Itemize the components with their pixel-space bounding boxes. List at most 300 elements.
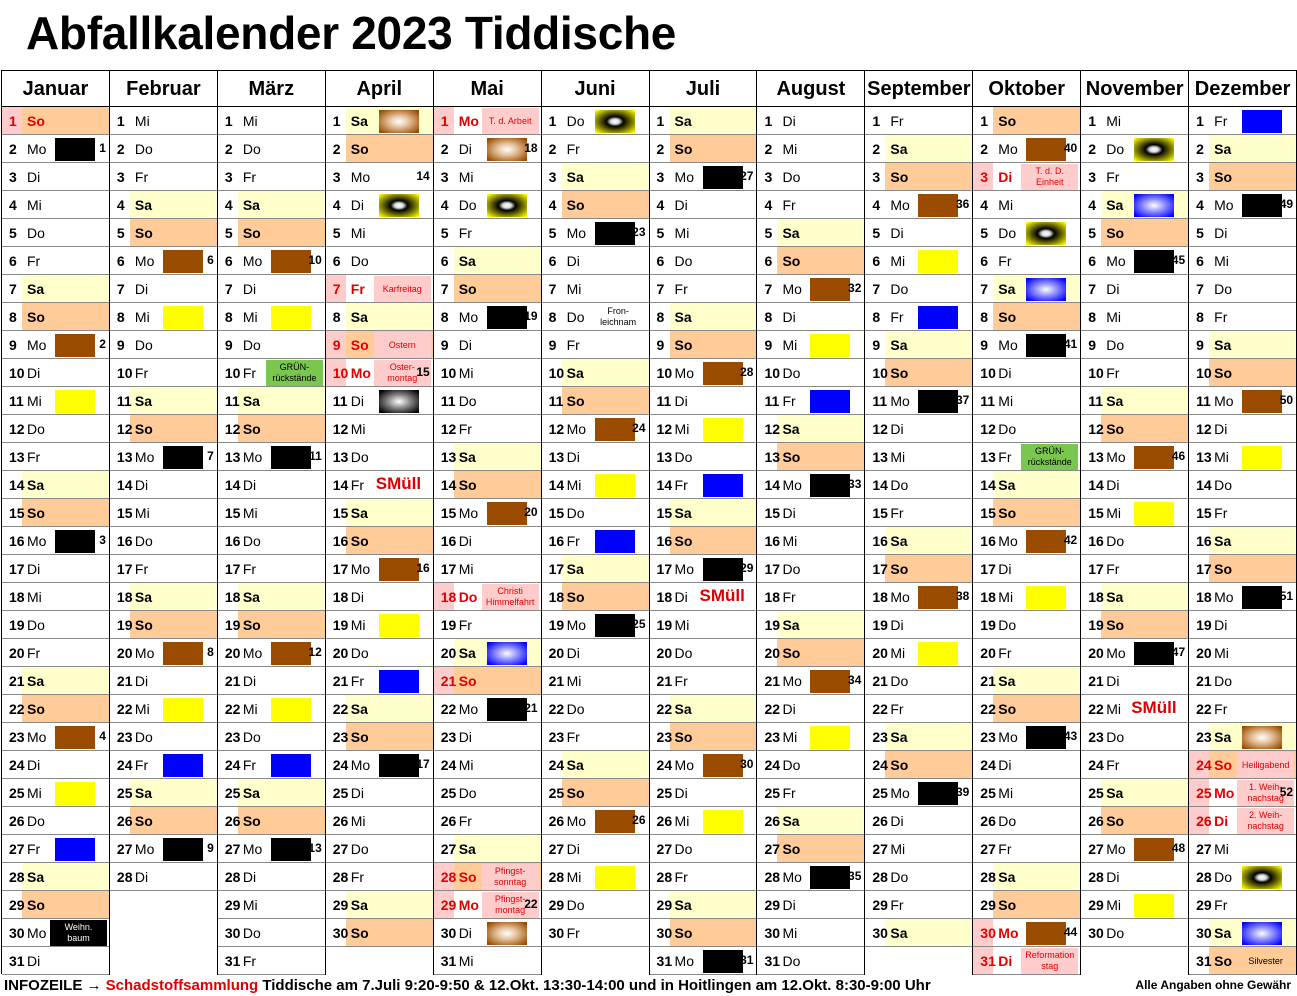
weekday: So [674,141,693,157]
day-row [1081,415,1188,443]
weekday: Mi [27,589,42,605]
day-row [326,891,433,919]
day-row [1189,555,1296,583]
week-number: 14 [416,169,430,183]
pickup-marker-bbl [1134,194,1174,217]
pickup-marker-blue [1242,110,1282,133]
weekday: Do [1214,477,1233,493]
weekday: Mo [1214,785,1235,801]
weekday: Sa [134,785,153,801]
day-number: 8 [548,309,557,325]
day-row [326,443,433,471]
day-number: 16 [440,533,457,549]
day-row [1189,247,1296,275]
info-highlight: Schadstoffsammlung [105,977,259,994]
week-number: 43 [1063,729,1078,743]
day-number: 21 [116,673,133,689]
month-header: März [218,71,325,107]
day-row [542,919,649,947]
day-number: 12 [440,421,457,437]
weekday: Mo [890,589,910,605]
day-row [757,723,864,751]
day-row [2,723,109,751]
pickup-marker-black [1134,250,1174,273]
weekday: Di [782,701,796,717]
day-number: 25 [872,785,888,801]
weekday: So [27,309,45,325]
weekday: Do [242,533,261,549]
day-row [973,275,1080,303]
weekday: Do [782,953,801,969]
calendar-grid [1,70,1297,974]
weekday: Do [134,337,153,353]
weekday: Mo [782,673,802,689]
day-row [542,415,649,443]
day-row [1081,219,1188,247]
weekday: Di [674,785,688,801]
day-number: 16 [224,533,241,549]
day-row [1081,359,1188,387]
day-row [1081,191,1188,219]
month-column [110,71,218,975]
day-row [757,751,864,779]
day-row [542,219,649,247]
day-row [865,835,972,863]
weekday: Mo [1106,841,1126,857]
day-row [218,107,325,135]
pickup-marker-black [703,166,743,189]
weekday: Mi [458,169,474,185]
weekday: Mo [566,617,587,633]
weekday: Mi [242,897,258,913]
day-number: 27 [656,841,673,857]
day-row [973,695,1080,723]
day-row [218,835,325,863]
weekday: Fr [1214,897,1228,913]
day-number: 3 [980,169,989,185]
weekday: Do [998,421,1017,437]
day-row [326,275,433,303]
day-row [865,107,972,135]
weekday: Sa [458,645,476,661]
day-number: 19 [1088,617,1104,633]
day-row [110,443,217,471]
day-row [218,331,325,359]
weekday: Mi [27,197,42,213]
pickup-marker-yellow [163,698,203,721]
day-row [1189,611,1296,639]
weekday: Di [1106,477,1120,493]
day-number: 13 [656,449,673,465]
weekday: Fr [27,449,41,465]
day-row [2,107,109,135]
day-number: 22 [332,701,349,717]
day-number: 21 [224,673,241,689]
weekday: Mo [242,253,263,269]
day-row [865,919,972,947]
day-number: 27 [764,841,781,857]
day-number: 11 [116,393,132,409]
day-number: 28 [1088,869,1104,885]
day-number: 1 [224,113,233,129]
weekday: Mi [674,421,690,437]
day-number: 19 [980,617,996,633]
day-row [1189,443,1296,471]
day-number: 30 [872,925,888,941]
day-row [1189,471,1296,499]
day-row [542,107,649,135]
weekday: Mo [566,225,587,241]
weekday: Mi [242,701,258,717]
day-number: 13 [1088,449,1104,465]
day-number: 4 [9,197,17,213]
empty-cell [542,947,649,975]
weekday: So [134,617,153,633]
day-number: 3 [764,169,773,185]
month-column [1189,71,1297,975]
day-row [2,863,109,891]
week-number: 13 [308,841,322,855]
weekday: Sa [782,617,800,633]
day-number: 10 [440,365,457,381]
pickup-marker-blue [163,754,203,777]
pickup-marker-gold [1242,866,1282,889]
day-row [650,499,757,527]
day-number: 9 [9,337,17,353]
pickup-marker-brown [918,586,958,609]
weekday: Fr [242,953,257,969]
weekday: Di [1214,225,1228,241]
day-number: 5 [656,225,665,241]
pickup-marker-black [55,138,95,161]
day-note: Christi Himmelfahrt [482,584,539,610]
day-row [650,723,757,751]
weekday: Mi [674,813,690,829]
day-number: 1 [332,113,341,129]
day-note: Pfingst- montag [482,892,539,918]
day-row [1189,639,1296,667]
day-row [326,303,433,331]
pickup-marker-black [810,474,850,497]
week-number: 4 [99,729,106,743]
day-number: 4 [764,197,773,213]
day-number: 17 [872,561,888,577]
day-row [326,779,433,807]
day-row [218,527,325,555]
weekday: Mi [27,393,42,409]
day-row [1189,219,1296,247]
day-row [865,499,972,527]
weekday: Mi [134,113,150,129]
day-number: 28 [764,869,781,885]
day-number: 4 [332,197,341,213]
weekday: Sa [350,309,368,325]
weekday: Mi [350,421,366,437]
day-row [650,527,757,555]
day-number: 14 [1088,477,1104,493]
day-number: 12 [980,421,996,437]
weekday: Mo [1106,253,1126,269]
day-number: 6 [764,253,773,269]
weekday: Di [782,505,796,521]
week-number: 11 [309,449,322,463]
day-number: 17 [656,561,673,577]
weekday: Di [890,813,904,829]
day-number: 4 [1088,197,1097,213]
day-row [1189,947,1296,975]
week-number: 49 [1279,197,1294,211]
weekday: Mi [350,225,366,241]
day-row [650,471,757,499]
day-row [973,191,1080,219]
day-number: 16 [764,533,781,549]
day-row [542,471,649,499]
day-number: 23 [656,729,673,745]
pickup-marker-brown [1026,530,1066,553]
day-row [1081,387,1188,415]
day-number: 22 [548,701,565,717]
weekday: Mo [350,365,371,381]
day-row [542,807,649,835]
day-number: 29 [980,897,996,913]
weekday: Mo [134,253,155,269]
day-row [218,919,325,947]
day-number: 27 [1196,841,1212,857]
day-number: 20 [332,645,349,661]
day-number: 15 [440,505,457,521]
day-number: 28 [548,869,565,885]
weekday: Mi [1214,449,1229,465]
pickup-marker-black [703,558,743,581]
day-number: 6 [116,253,125,269]
weekday: So [134,813,153,829]
weekday: Di [27,365,41,381]
day-number: 30 [548,925,565,941]
day-row [218,163,325,191]
day-row [650,247,757,275]
day-note: Weihn. baum [50,920,107,946]
day-row [757,527,864,555]
day-row [650,415,757,443]
day-number: 25 [224,785,241,801]
day-number: 19 [872,617,888,633]
day-number: 9 [1196,337,1204,353]
day-number: 7 [9,281,17,297]
week-number: 39 [955,785,970,799]
weekday: Sa [890,141,908,157]
day-number: 3 [224,169,233,185]
weekday: Mo [1106,449,1126,465]
day-row [110,331,217,359]
weekday: Di [782,309,796,325]
month-column [1081,71,1189,975]
weekday: Sa [134,393,153,409]
pickup-marker-yellow [595,866,635,889]
day-row [1081,639,1188,667]
day-number: 27 [116,841,133,857]
day-row [757,863,864,891]
weekday: Di [566,645,580,661]
weekday: Di [998,561,1012,577]
day-row [218,695,325,723]
day-number: 16 [1196,533,1212,549]
weekday: So [1106,617,1125,633]
day-row [1189,751,1296,779]
day-row [218,191,325,219]
day-row [326,667,433,695]
day-number: 12 [656,421,673,437]
day-row [650,555,757,583]
day-row [1081,611,1188,639]
day-row [326,751,433,779]
day-number: 9 [1088,337,1097,353]
day-number: 26 [116,813,133,829]
weekday: Sa [998,477,1016,493]
day-row [757,555,864,583]
day-number: 21 [548,673,565,689]
weekday: So [998,113,1017,129]
day-number: 4 [872,197,881,213]
weekday: Sa [674,897,692,913]
day-number: 13 [872,449,888,465]
weekday: Sa [566,365,584,381]
day-row [1081,135,1188,163]
hazardous-waste-label: SMüll [1131,698,1177,717]
info-text: Tiddische am 7.Juli 9:20-9:50 & 12.Okt. 13:30-14:00 und in Hoitlingen am 12.Okt. 8:30-9:00 Uhr [258,977,931,994]
pickup-marker-yellow [918,642,958,665]
day-number: 11 [1196,393,1211,409]
weekday: Mo [458,113,479,129]
weekday: So [27,897,45,913]
weekday: Mo [566,813,587,829]
weekday: Di [242,477,257,493]
day-number: 14 [548,477,565,493]
day-row [434,303,541,331]
day-number: 17 [1196,561,1212,577]
day-number: 31 [764,953,781,969]
week-number: 18 [524,141,538,155]
day-number: 31 [224,953,241,969]
weekday: So [890,561,909,577]
day-number: 26 [548,813,565,829]
day-row [2,219,109,247]
day-number: 18 [116,589,133,605]
day-number: 15 [656,505,673,521]
day-number: 1 [440,113,449,129]
day-number: 22 [1088,701,1104,717]
day-number: 31 [656,953,673,969]
week-number: 21 [524,701,538,715]
day-number: 18 [440,589,457,605]
day-row [542,779,649,807]
day-number: 19 [9,617,25,633]
day-row [218,611,325,639]
day-number: 2 [1088,141,1097,157]
day-number: 7 [656,281,665,297]
weekday: Di [782,897,796,913]
day-number: 15 [764,505,781,521]
day-number: 4 [440,197,449,213]
week-number: 12 [308,645,322,659]
day-row [218,471,325,499]
day-row [650,303,757,331]
day-row [434,275,541,303]
weekday: Sa [782,421,800,437]
weekday: Mi [890,449,906,465]
weekday: Sa [890,337,908,353]
weekday: So [458,281,477,297]
week-number: 10 [308,253,322,267]
day-number: 15 [548,505,565,521]
weekday: Do [27,617,45,633]
day-number: 20 [224,645,241,661]
day-row [218,219,325,247]
day-number: 1 [656,113,665,129]
week-number: 29 [740,561,754,575]
weekday: Do [350,253,369,269]
weekday: Di [890,617,904,633]
weekday: Mo [998,729,1018,745]
empty-cell [110,919,217,947]
day-row [326,331,433,359]
day-row [110,667,217,695]
week-number: 7 [207,449,214,463]
day-number: 27 [9,841,25,857]
weekday: So [458,869,477,885]
day-number: 23 [548,729,565,745]
day-number: 7 [548,281,557,297]
day-number: 10 [1196,365,1212,381]
weekday: So [1214,365,1233,381]
day-row [542,191,649,219]
day-row [865,415,972,443]
week-number: 20 [524,505,538,519]
weekday: Do [458,589,478,605]
weekday: Fr [782,785,796,801]
pickup-marker-brown [163,250,203,273]
pickup-marker-black [1242,194,1282,217]
weekday: Mi [1106,113,1121,129]
weekday: Do [674,841,693,857]
weekday: Sa [998,673,1016,689]
weekday: Mo [134,449,155,465]
day-row [1189,583,1296,611]
day-row [1081,583,1188,611]
day-row [757,779,864,807]
day-row [218,947,325,975]
weekday: Mo [242,449,263,465]
day-number: 9 [224,337,233,353]
day-row [110,639,217,667]
day-number: 4 [548,197,557,213]
day-row [650,891,757,919]
day-row [2,303,109,331]
weekday: Mi [782,533,798,549]
day-row [2,555,109,583]
day-number: 18 [1088,589,1104,605]
day-row [110,527,217,555]
weekday: Do [890,673,909,689]
week-number: 22 [524,897,538,911]
day-row [1081,443,1188,471]
day-row [326,527,433,555]
day-number: 3 [548,169,557,185]
day-number: 8 [440,309,449,325]
day-row [110,611,217,639]
weekday: Sa [1214,925,1232,941]
day-number: 8 [332,309,341,325]
weekday: Do [134,533,153,549]
